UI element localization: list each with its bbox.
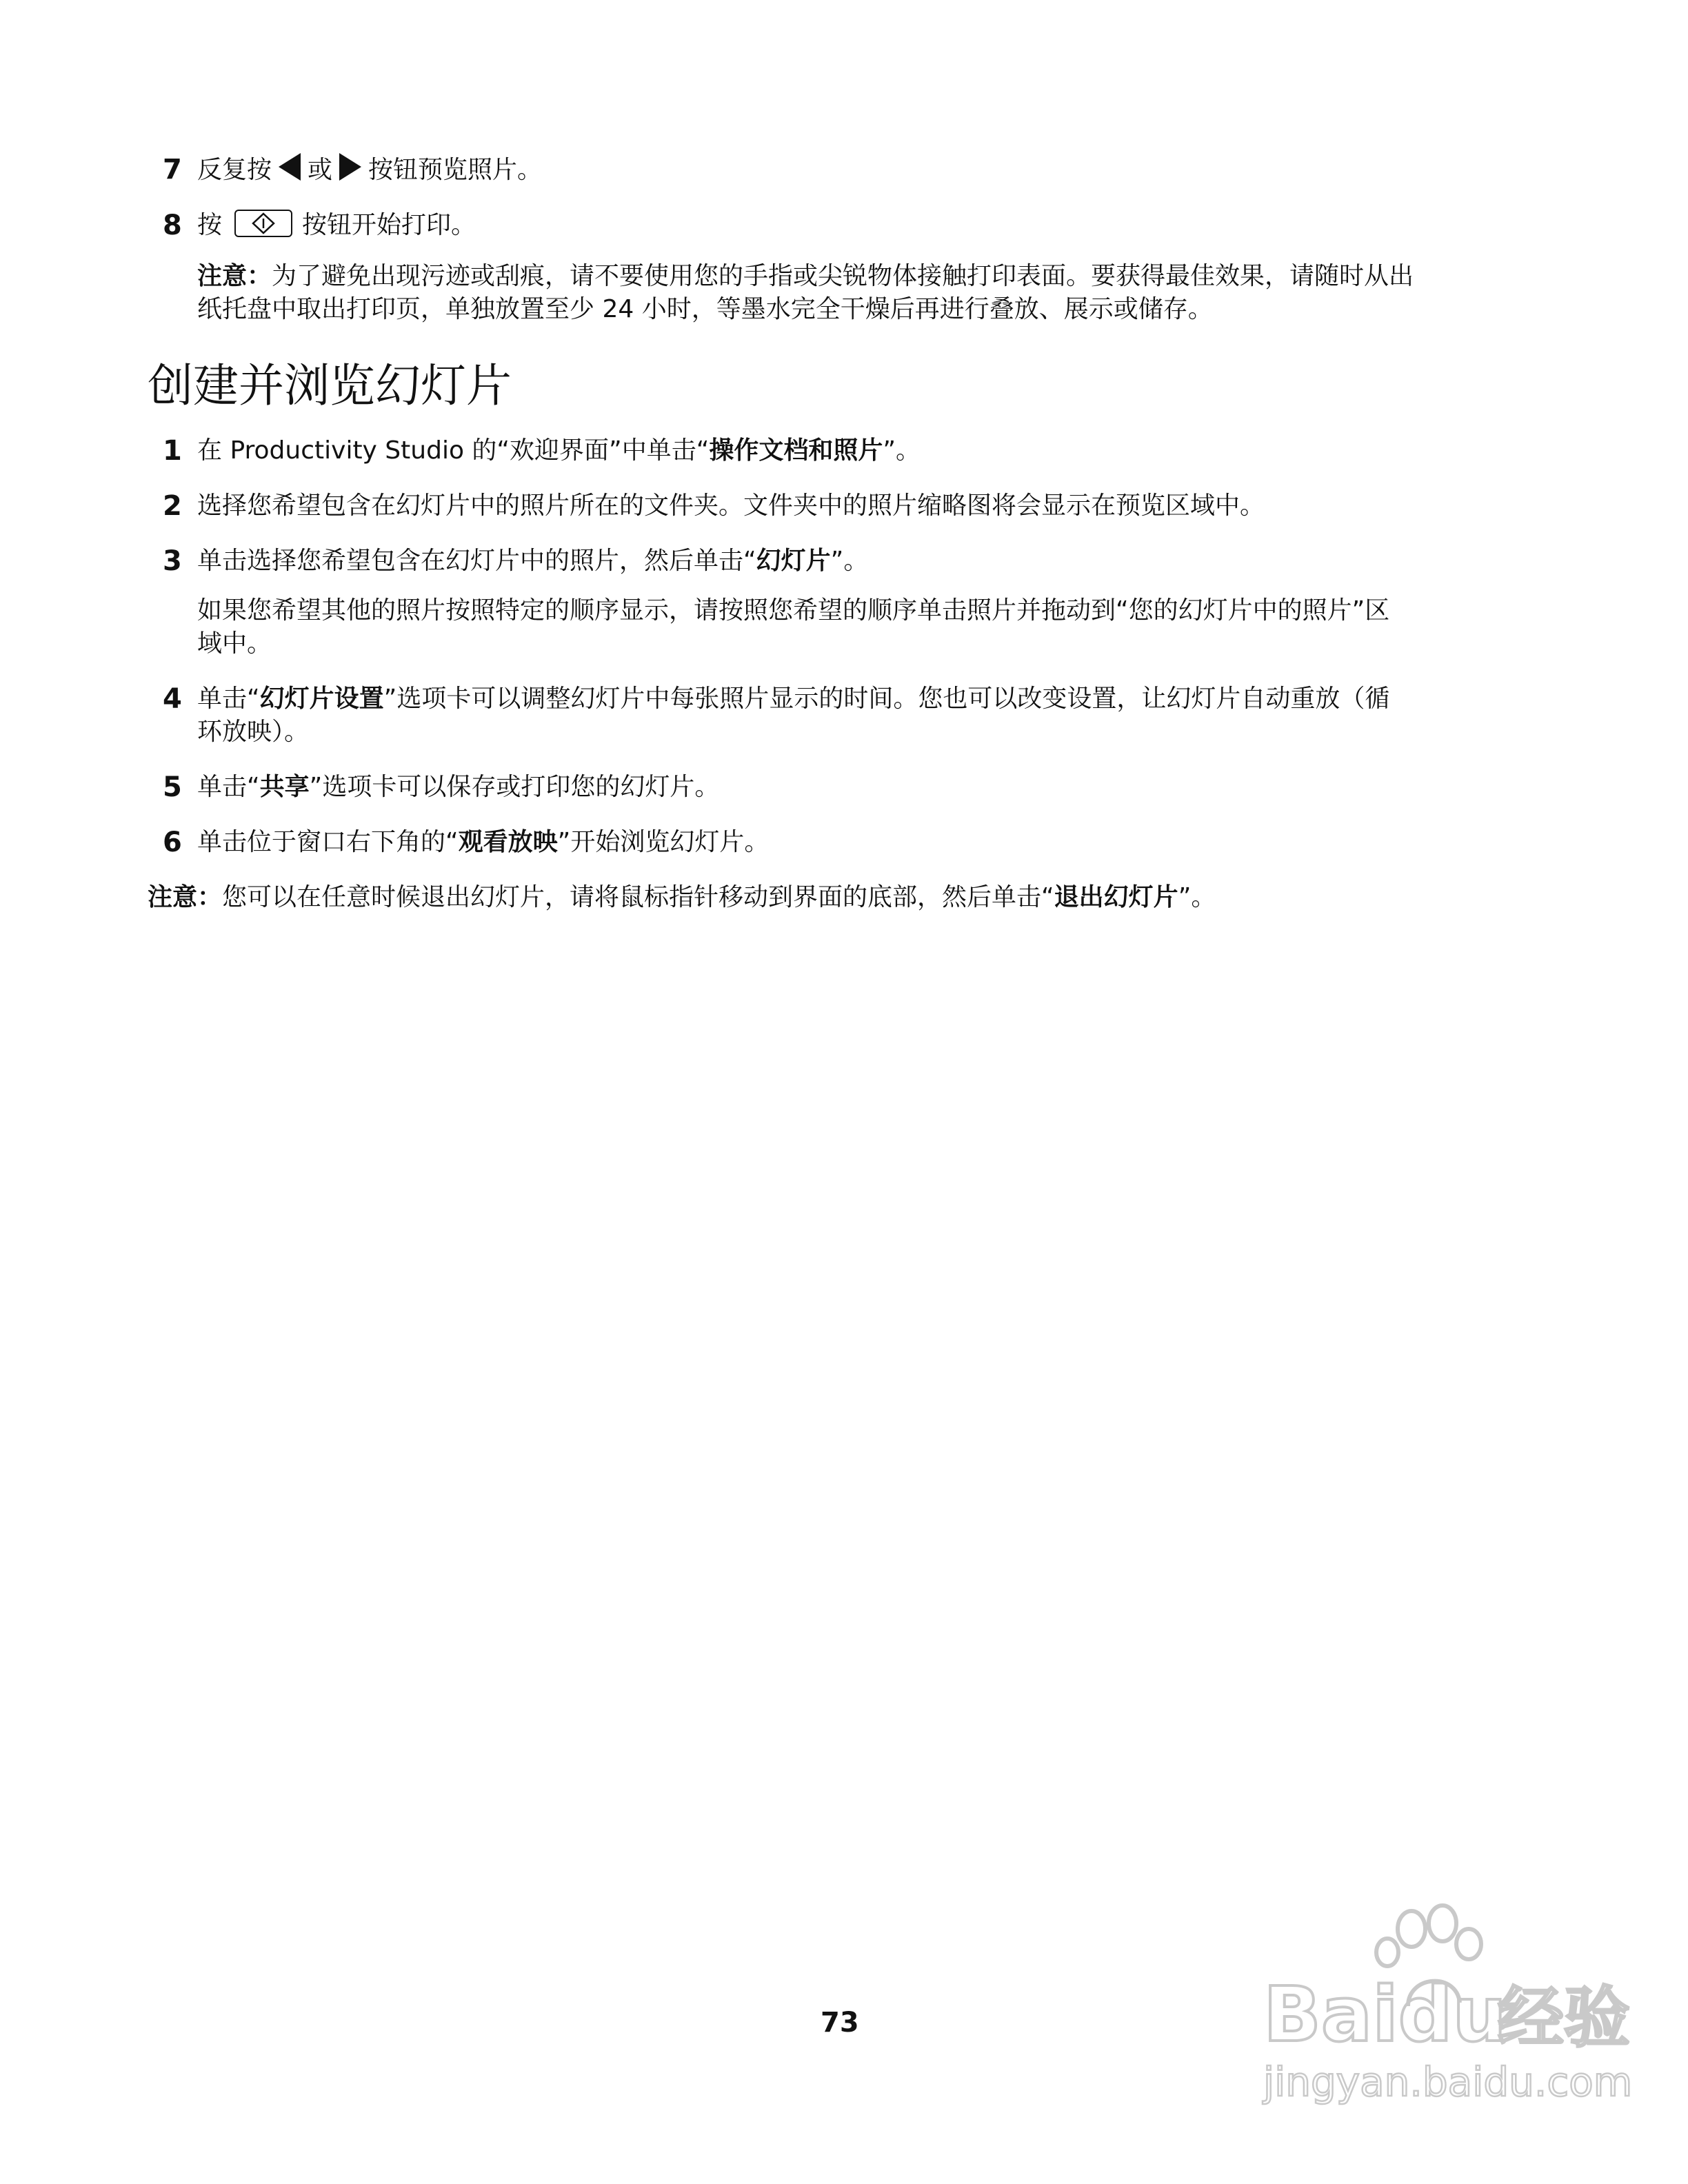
step-4-line-2: 环放映）。 xyxy=(197,718,310,746)
section-title: 创建并浏览幻灯片 xyxy=(148,359,512,412)
step-7-post: 按钮预览照片。 xyxy=(368,156,543,184)
svg-text:Baidu: Baidu xyxy=(1263,1970,1507,2059)
step-5-post: ”选项卡可以保存或打印您的幻灯片。 xyxy=(309,773,720,801)
step-5-pre: 单击“ xyxy=(197,773,260,801)
page-number: 73 xyxy=(821,2007,859,2039)
note-top-text-1: 为了避免出现污迹或刮痕，请不要使用您的手指或尖锐物体接触打印表面。要获得最佳效果，请随时从出 xyxy=(272,262,1414,290)
step-number-8: 8 xyxy=(163,210,182,241)
baidu-paw-logo-icon xyxy=(1249,1903,1636,2110)
note-top-line-2: 纸托盘中取出打印页，单独放置至少 24 小时，等墨水完全干燥后再进行叠放、展示或储存。 xyxy=(197,295,1213,323)
step-6-text xyxy=(197,826,769,859)
start-button-icon xyxy=(234,210,292,237)
step-5-bold: 共享 xyxy=(259,773,310,801)
note-top-label: 注意： xyxy=(197,262,272,290)
step-3-para-line-2: 域中。 xyxy=(197,629,272,658)
step-number-6: 6 xyxy=(163,827,182,858)
svg-text:jingyan.baidu.com: jingyan.baidu.com xyxy=(1263,2059,1633,2105)
note-bottom xyxy=(148,881,1216,914)
step-5-text xyxy=(197,771,719,804)
step-4-bold: 幻灯片设置 xyxy=(259,685,384,713)
note-bottom-pre: 您可以在任意时候退出幻灯片，请将鼠标指针移动到界面的底部，然后单击“ xyxy=(222,883,1054,911)
step-7-pre: 反复按 xyxy=(197,156,272,184)
note-bottom-post: ”。 xyxy=(1178,883,1216,911)
step-2-text: 选择您希望包含在幻灯片中的照片所在的文件夹。文件夹中的照片缩略图将会显示在预览区域中。 xyxy=(197,492,1265,520)
step-6-post: ”开始浏览幻灯片。 xyxy=(557,828,770,856)
step-4-pre: 单击“ xyxy=(197,685,260,713)
step-8-pre: 按 xyxy=(197,211,223,239)
step-3-pre: 单击选择您希望包含在幻灯片中的照片，然后单击“ xyxy=(197,547,756,575)
step-number-4: 4 xyxy=(163,683,182,715)
right-arrow-icon xyxy=(339,153,361,181)
note-bottom-bold: 退出幻灯片 xyxy=(1054,883,1178,911)
step-8-post: 按钮开始打印。 xyxy=(302,211,476,239)
baidu-jingyan-watermark xyxy=(1249,1903,1636,2110)
step-3-bold: 幻灯片 xyxy=(756,547,831,575)
step-number-5: 5 xyxy=(163,771,182,803)
step-8-text xyxy=(197,209,476,242)
left-arrow-icon xyxy=(279,153,301,181)
step-number-3: 3 xyxy=(163,545,182,577)
step-1-bold: 操作文档和照片 xyxy=(709,436,883,465)
step-7-text xyxy=(197,153,542,187)
step-6-bold: 观看放映 xyxy=(458,828,558,856)
step-4-text xyxy=(197,682,1389,716)
step-number-7: 7 xyxy=(163,154,182,185)
step-1-pre: 在 Productivity Studio 的“欢迎界面”中单击“ xyxy=(197,436,710,465)
note-bottom-label: 注意： xyxy=(148,883,223,911)
note-top-line-1 xyxy=(197,260,1414,293)
step-7-mid: 或 xyxy=(308,156,333,184)
step-3-para-line-1: 如果您希望其他的照片按照特定的顺序显示，请按照您希望的顺序单击照片并拖动到“您的幻灯片中的照片”区 xyxy=(197,596,1390,625)
step-3-text xyxy=(197,545,868,578)
step-number-1: 1 xyxy=(163,435,182,467)
step-4-post: ”选项卡可以调整幻灯片中每张照片显示的时间。您也可以改变设置，让幻灯片自动重放（循 xyxy=(383,685,1390,713)
step-3-post: ”。 xyxy=(830,547,869,575)
step-1-text xyxy=(197,434,921,467)
step-1-post: ”。 xyxy=(883,436,921,465)
svg-text:经验: 经验 xyxy=(1498,1979,1630,2056)
step-number-2: 2 xyxy=(163,490,182,522)
step-6-pre: 单击位于窗口右下角的“ xyxy=(197,828,459,856)
